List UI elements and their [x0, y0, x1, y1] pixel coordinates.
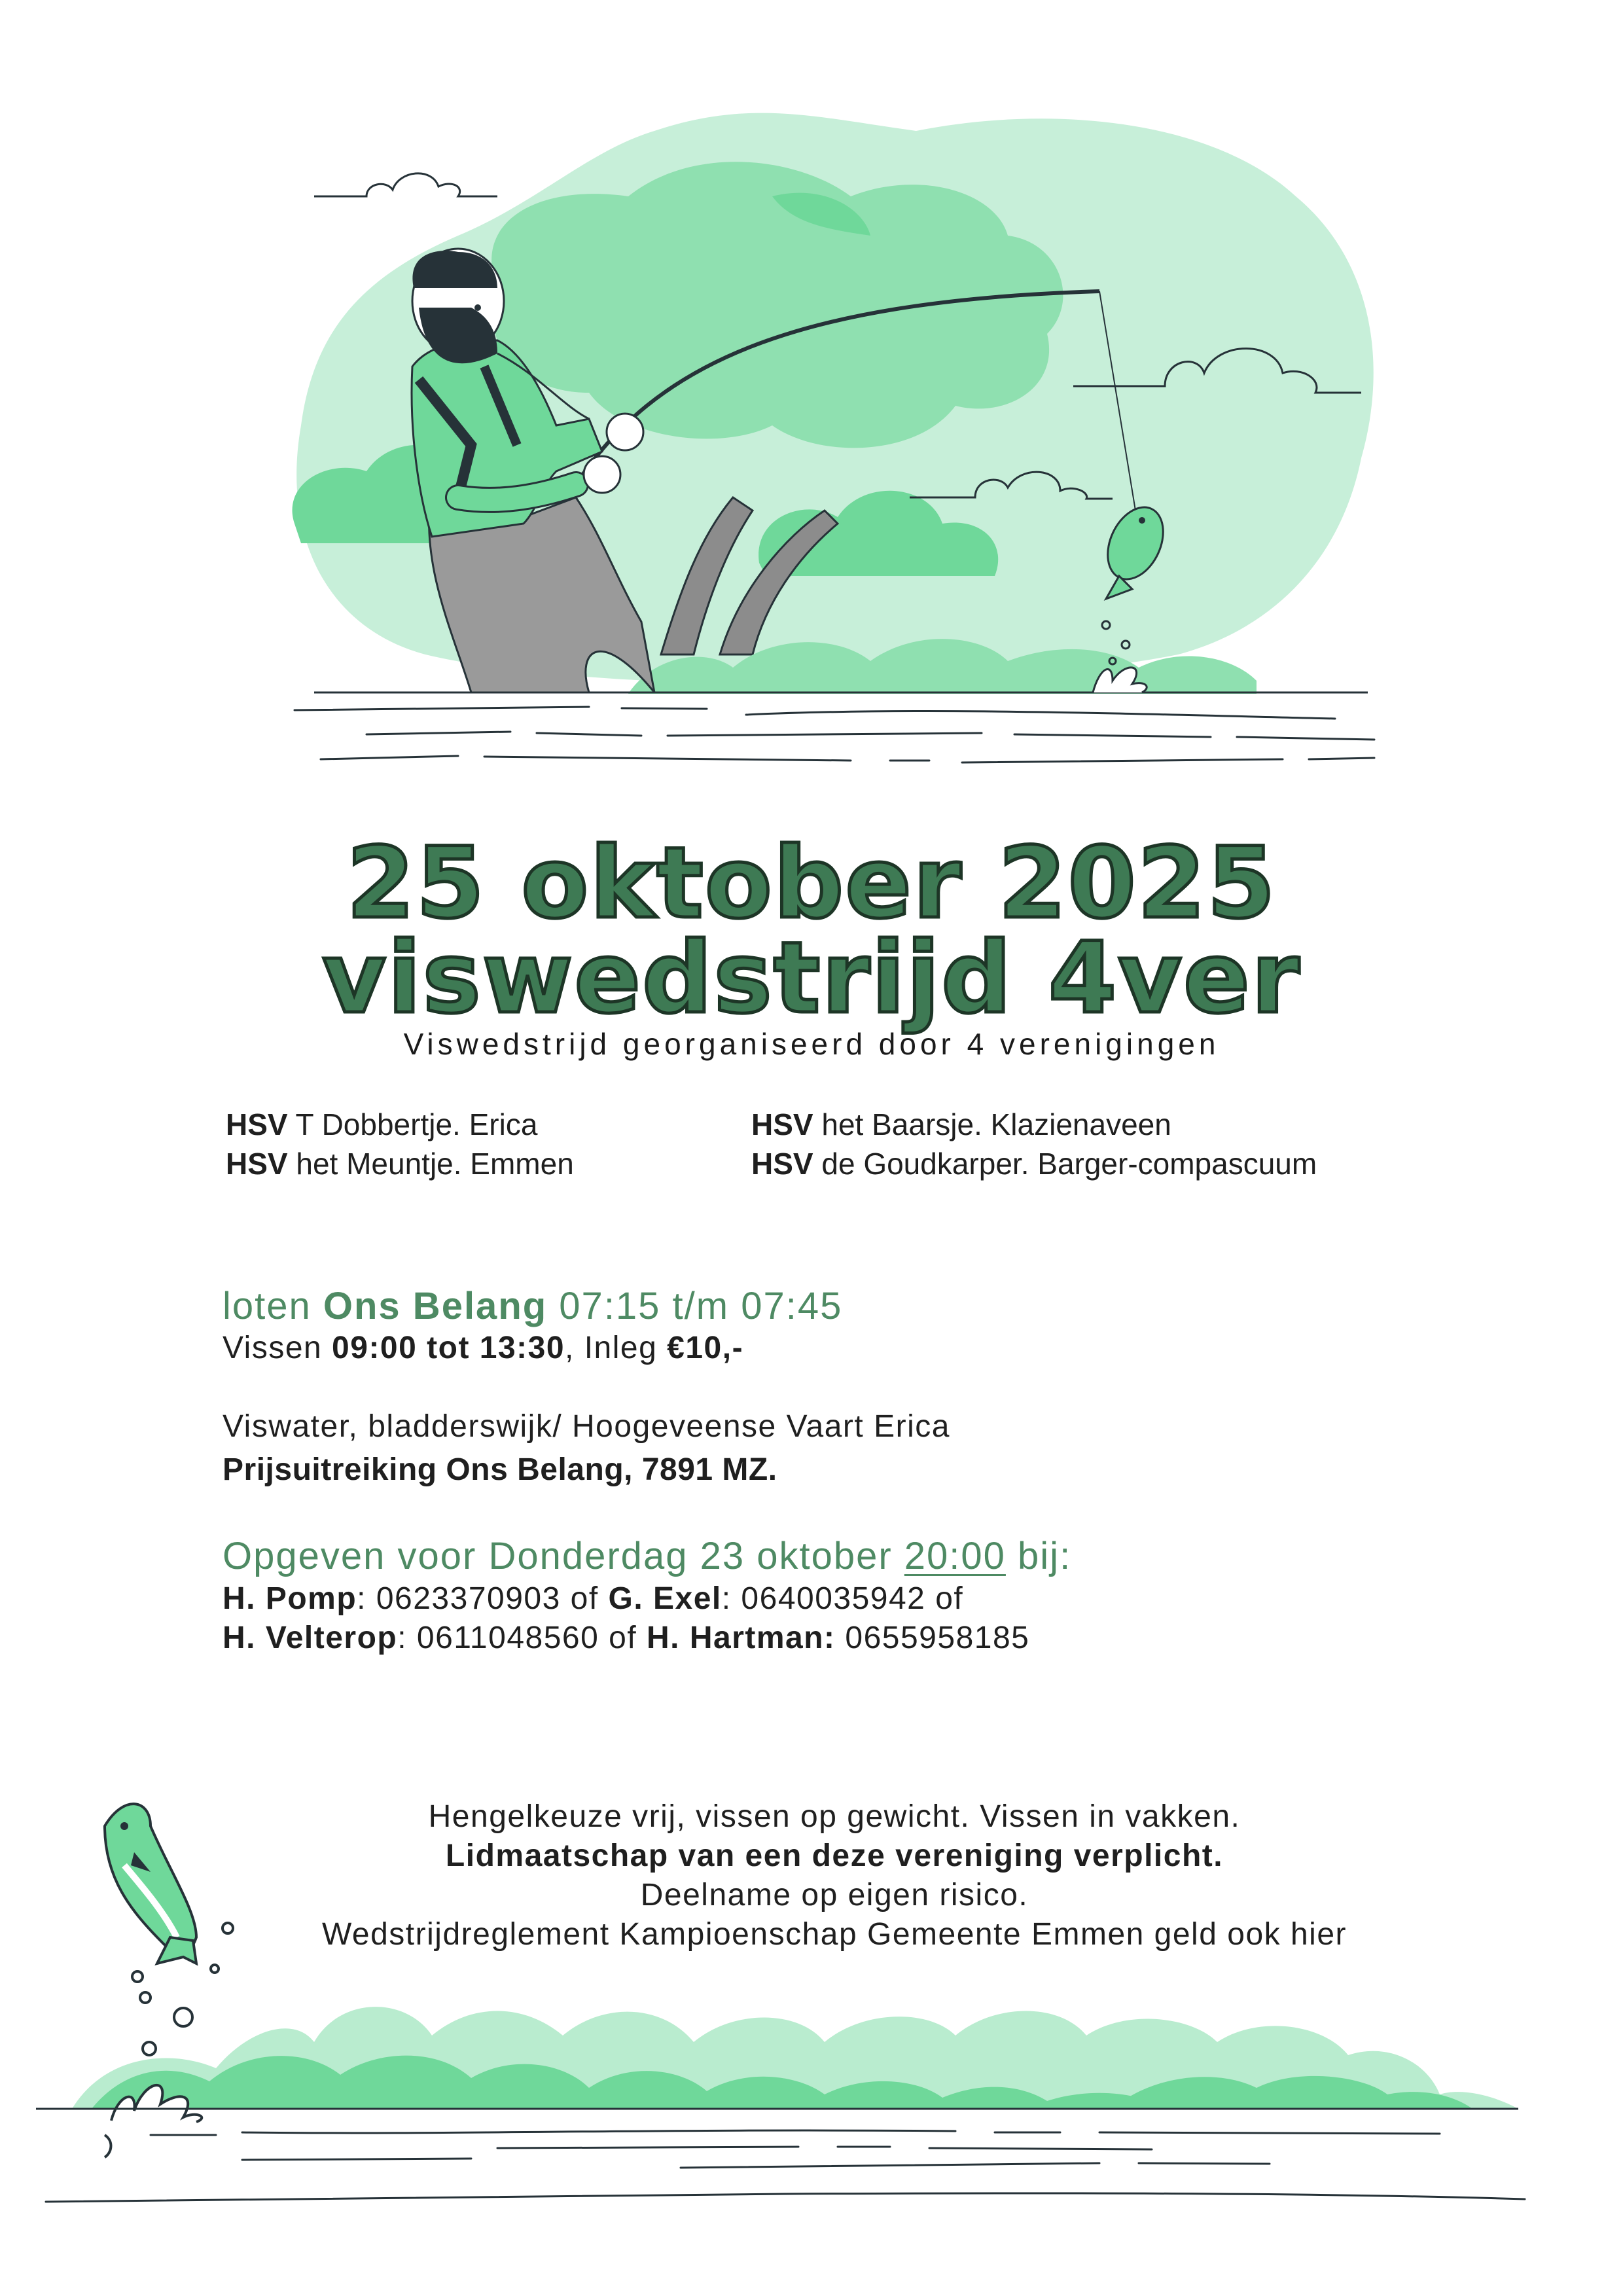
- vissen-label: Vissen: [223, 1331, 332, 1365]
- club-name: het Baarsje. Klazienaveen: [813, 1107, 1171, 1141]
- loten-label: loten: [223, 1285, 323, 1327]
- club-item: [751, 1144, 1317, 1183]
- loten-line: [223, 1284, 842, 1328]
- club-item: [226, 1144, 574, 1183]
- viswater-line: Viswater, bladderswijk/ Hoogeveense Vaart Erica: [223, 1409, 950, 1444]
- rule-line: Deelname op eigen risico.: [640, 1878, 1029, 1912]
- loten-time: 07:15 t/m 07:45: [547, 1285, 843, 1327]
- club-name: het Meuntje. Emmen: [287, 1147, 574, 1181]
- contact-line: [223, 1581, 963, 1617]
- contact-phone: 0640035942: [741, 1581, 926, 1616]
- contact-phone: 0655958185: [845, 1621, 1030, 1655]
- contact-sep: [836, 1621, 846, 1655]
- event-date-title: 25 oktober 2025: [346, 827, 1277, 941]
- contact-joiner: of: [599, 1621, 647, 1655]
- contact-sep: :: [721, 1581, 741, 1616]
- loten-place: Ons Belang: [323, 1285, 548, 1327]
- event-name-title: viswedstrijd 4ver: [322, 922, 1301, 1035]
- event-subtitle: Viswedstrijd georganiseerd door 4 verenigingen: [403, 1027, 1220, 1061]
- vissen-line: [223, 1330, 743, 1366]
- club-name: de Goudkarper. Barger-compascuum: [813, 1147, 1317, 1181]
- contact-name: G. Exel: [608, 1581, 722, 1616]
- inleg-label: , Inleg: [565, 1331, 668, 1365]
- contact-sep: :: [397, 1621, 417, 1655]
- contact-name: H. Velterop: [223, 1621, 398, 1655]
- rule-line: Hengelkeuze vrij, vissen op gewicht. Vissen in vakken.: [428, 1799, 1241, 1834]
- bottom-water-illustration: [0, 1767, 1623, 2296]
- club-name: T Dobbertje. Erica: [287, 1107, 538, 1141]
- contact-name: H. Hartman:: [647, 1621, 836, 1655]
- rule-line-membership: Lidmaatschap van een deze vereniging verplicht.: [445, 1839, 1224, 1873]
- contact-sep: :: [357, 1581, 376, 1616]
- fisherman-illustration: [0, 0, 1623, 818]
- club-prefix: HSV: [226, 1147, 288, 1181]
- contact-joiner: of: [560, 1581, 609, 1616]
- contact-name: H. Pomp: [223, 1581, 357, 1616]
- prize-line: Prijsuitreiking Ons Belang, 7891 MZ.: [223, 1452, 777, 1487]
- register-heading: [223, 1534, 1071, 1578]
- club-item: [751, 1105, 1171, 1144]
- bottom-water-lines: [46, 2130, 1525, 2202]
- club-prefix: HSV: [226, 1107, 288, 1141]
- rule-line: Wedstrijdreglement Kampioenschap Gemeente Emmen geld ook hier: [321, 1917, 1347, 1952]
- register-heading-text: Opgeven voor Donderdag 23 oktober: [223, 1535, 904, 1577]
- contact-line: [223, 1620, 1029, 1656]
- contact-joiner: of: [925, 1581, 964, 1616]
- contact-phone: 0623370903: [376, 1581, 561, 1616]
- club-item: [226, 1105, 537, 1144]
- water-lines: [294, 707, 1374, 762]
- register-heading-suffix: bij:: [1005, 1535, 1072, 1577]
- club-prefix: HSV: [751, 1147, 813, 1181]
- register-deadline-time: 20:00: [904, 1535, 1006, 1577]
- vissen-time: 09:00 tot 13:30: [332, 1331, 565, 1365]
- contact-phone: 0611048560: [416, 1621, 599, 1655]
- club-prefix: HSV: [751, 1107, 813, 1141]
- jumping-fish-icon: [105, 1804, 196, 1964]
- cloud-top-left: [314, 173, 497, 196]
- inleg-value: €10,-: [667, 1331, 744, 1365]
